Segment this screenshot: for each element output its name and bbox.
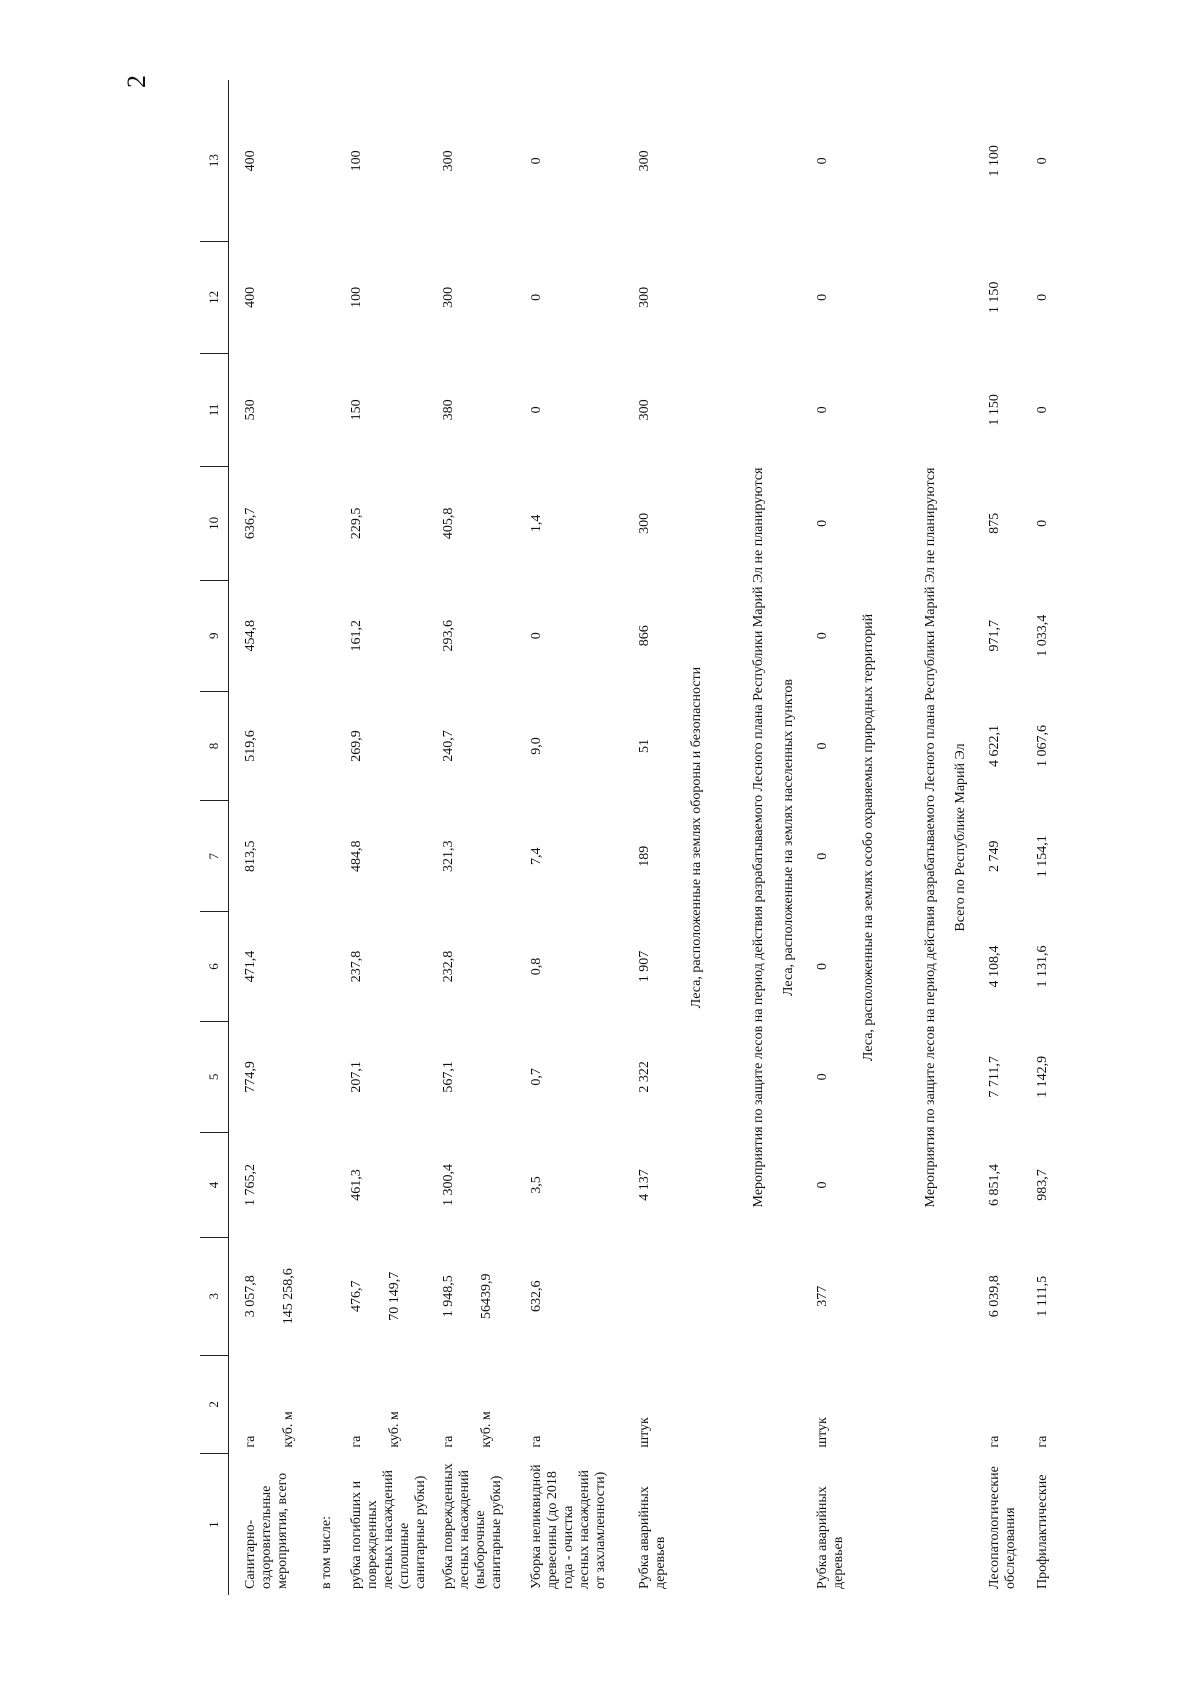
cell-value: 7 711,7 bbox=[986, 1056, 1002, 1098]
col-header: 4 bbox=[200, 1132, 229, 1237]
cell-value: 1 907 bbox=[636, 950, 652, 983]
cell-value bbox=[631, 1237, 685, 1355]
cell-value: 7,4 bbox=[528, 847, 544, 866]
cell-value: 0 bbox=[1034, 293, 1050, 301]
cell-value: 300 bbox=[440, 286, 456, 308]
cell-value: 1 067,6 bbox=[1034, 725, 1050, 767]
cell-value: 0 bbox=[814, 1181, 830, 1189]
cell-value: 51 bbox=[636, 739, 652, 753]
cell-value: 400 bbox=[243, 150, 258, 172]
cell-value: 813,5 bbox=[243, 840, 258, 873]
cell-value: 2 322 bbox=[636, 1061, 652, 1093]
cell-value: 1 033,4 bbox=[1034, 614, 1050, 657]
measure-name: Лесопатологические обследования bbox=[986, 1466, 1018, 1589]
cell-value: 293,6 bbox=[440, 619, 456, 652]
col-header: 6 bbox=[200, 912, 229, 1021]
cell-value: 971,7 bbox=[986, 619, 1002, 652]
cell-value: 4 137 bbox=[636, 1169, 652, 1201]
section-row bbox=[747, 80, 771, 1595]
measure-name: Рубка аварийных деревьев bbox=[814, 1486, 846, 1589]
col-header: 10 bbox=[200, 467, 229, 580]
cell-value: 6 039,8 bbox=[986, 1275, 1002, 1318]
cell-value: 0 bbox=[528, 157, 544, 165]
cell-value: 70 149,7 bbox=[386, 1271, 402, 1321]
cell-value: 0 bbox=[1034, 519, 1050, 527]
cell-value: 1 765,2 bbox=[243, 1163, 258, 1206]
column-number-header bbox=[200, 80, 229, 1595]
cell-value: 4 622,1 bbox=[986, 725, 1002, 767]
table-row bbox=[801, 80, 857, 1595]
cell-value: 1 150 bbox=[986, 394, 1002, 426]
unit: штук bbox=[636, 1417, 652, 1448]
cell-value: 0 bbox=[814, 742, 830, 750]
col-header: 8 bbox=[200, 691, 229, 800]
cell-value: 240,7 bbox=[440, 730, 456, 762]
col-header: 12 bbox=[200, 242, 229, 353]
cell-value: 9,0 bbox=[528, 737, 544, 755]
cell-value: 0 bbox=[814, 632, 830, 640]
section-note: Мероприятия по защите лесов на период действия разрабатываемого Лесного плана Республики Марий Эл не планируются bbox=[750, 467, 766, 1208]
section-heading: Всего по Республике Марий Эл bbox=[952, 743, 968, 932]
cell-value: 232,8 bbox=[440, 950, 456, 983]
col-header: 13 bbox=[200, 80, 229, 242]
unit: га bbox=[1034, 1435, 1050, 1448]
cell-value: 0,7 bbox=[528, 1068, 544, 1086]
unit: га bbox=[528, 1435, 544, 1448]
cell-value: 632,6 bbox=[528, 1280, 544, 1313]
cell-value: 0 bbox=[528, 406, 544, 414]
unit: га bbox=[243, 1435, 258, 1448]
section-heading: Леса, расположенные на землях особо охраняемых природных территорий bbox=[860, 613, 876, 1062]
cell-value: 161,2 bbox=[348, 619, 364, 652]
cell-value: 3 057,8 bbox=[243, 1275, 258, 1318]
table-row bbox=[229, 80, 319, 1595]
cell-value: 454,8 bbox=[243, 619, 258, 652]
cell-value: 983,7 bbox=[1034, 1169, 1050, 1201]
cell-value: 461,3 bbox=[348, 1169, 364, 1201]
cell-value: 471,4 bbox=[243, 950, 258, 983]
cell-value: 56439,9 bbox=[478, 1273, 494, 1320]
cell-value: 0 bbox=[814, 293, 830, 301]
measure-name: рубка поврежденных лесных насаждений (выборочные санитарные рубки) bbox=[440, 1463, 504, 1589]
cell-value: 0 bbox=[1034, 406, 1050, 414]
cell-value: 6 851,4 bbox=[986, 1163, 1002, 1206]
section-row bbox=[943, 80, 973, 1595]
cell-value: 0 bbox=[814, 157, 830, 165]
col-header: 1 bbox=[200, 1454, 229, 1595]
cell-value: 530 bbox=[243, 399, 258, 421]
cell-value: 0,8 bbox=[528, 957, 544, 976]
cell-value: 636,7 bbox=[243, 507, 258, 540]
cell-value: 405,8 bbox=[440, 507, 456, 540]
unit: га bbox=[986, 1435, 1002, 1448]
measure-name: Уборка неликвидной древесины (до 2018 года - очистка лесных насаждений от захламленности) bbox=[528, 1464, 608, 1589]
col-header: 2 bbox=[200, 1355, 229, 1454]
cell-value: 237,8 bbox=[348, 950, 364, 983]
cell-value: 321,3 bbox=[440, 840, 456, 873]
cell-value: 1 111,5 bbox=[1034, 1275, 1050, 1317]
section-note: Мероприятия по защите лесов на период действия разрабатываемого Лесного плана Республики Марий Эл не планируются bbox=[922, 467, 938, 1208]
cell-value: 1 131,6 bbox=[1034, 945, 1050, 988]
cell-value: 380 bbox=[440, 399, 456, 421]
col-header: 11 bbox=[200, 353, 229, 466]
unit: штук bbox=[814, 1417, 830, 1448]
table-row bbox=[1029, 80, 1069, 1595]
unit: га bbox=[440, 1435, 456, 1448]
cell-value: 519,6 bbox=[243, 730, 258, 762]
table-row bbox=[523, 80, 631, 1595]
section-row bbox=[919, 80, 943, 1595]
measure-name: Санитарно-оздоровительные мероприятия, всего bbox=[243, 1472, 290, 1589]
cell-value: 1 150 bbox=[986, 281, 1002, 314]
cell-value: 484,8 bbox=[348, 840, 364, 873]
cell-value: 2 749 bbox=[986, 840, 1002, 873]
cell-value: 0 bbox=[528, 632, 544, 640]
cell-value: 0 bbox=[814, 963, 830, 971]
col-header: 9 bbox=[200, 580, 229, 691]
table-row bbox=[343, 80, 435, 1595]
cell-value: 100 bbox=[348, 286, 364, 308]
forest-protection-table bbox=[200, 80, 1069, 1595]
cell-value: 300 bbox=[636, 512, 652, 534]
cell-value: 269,9 bbox=[348, 730, 364, 762]
unit: куб. м bbox=[478, 1411, 494, 1448]
unit: куб. м bbox=[386, 1411, 402, 1448]
table-row bbox=[973, 80, 1029, 1595]
measure-name: Профилактические bbox=[1034, 1474, 1050, 1589]
cell-value: 1 154,1 bbox=[1034, 835, 1050, 878]
cell-value: 1 100 bbox=[986, 145, 1002, 177]
cell-value: 300 bbox=[440, 150, 456, 172]
col-header: 7 bbox=[200, 801, 229, 912]
cell-value: 300 bbox=[636, 399, 652, 421]
cell-value: 476,7 bbox=[348, 1280, 364, 1313]
cell-value: 400 bbox=[243, 286, 258, 308]
cell-value: 0 bbox=[814, 1073, 830, 1081]
cell-value: 1,4 bbox=[528, 514, 544, 533]
cell-value: 145 258,6 bbox=[281, 1268, 296, 1325]
cell-value: 1 142,9 bbox=[1034, 1055, 1050, 1098]
measure-name: Рубка аварийных деревьев bbox=[636, 1486, 668, 1589]
table-row bbox=[631, 80, 685, 1595]
cell-value: 150 bbox=[348, 399, 364, 421]
page-number: 2 bbox=[122, 75, 151, 88]
cell-value: 4 108,4 bbox=[986, 945, 1002, 988]
subheading: в том числе: bbox=[318, 1516, 334, 1589]
cell-value: 300 bbox=[636, 150, 652, 172]
cell-value: 300 bbox=[636, 286, 652, 308]
rotated-table-container bbox=[200, 80, 1050, 1595]
measure-name: рубка погибших и поврежденных лесных насаждений (сплошные санитарные рубки) bbox=[348, 1470, 428, 1589]
cell-value: 1 300,4 bbox=[440, 1163, 456, 1206]
section-row bbox=[771, 80, 801, 1595]
cell-value: 567,1 bbox=[440, 1061, 456, 1093]
col-header: 5 bbox=[200, 1021, 229, 1132]
cell-value: 875 bbox=[986, 512, 1002, 534]
cell-value: 1 948,5 bbox=[440, 1275, 456, 1318]
section-row bbox=[857, 80, 881, 1595]
cell-value: 0 bbox=[1034, 157, 1050, 165]
section-heading: Леса, расположенные на землях обороны и безопасности bbox=[688, 666, 704, 1009]
table-row bbox=[319, 80, 343, 1595]
unit: га bbox=[348, 1435, 364, 1448]
cell-value: 774,9 bbox=[243, 1061, 258, 1093]
cell-value: 0 bbox=[814, 519, 830, 527]
cell-value: 866 bbox=[636, 625, 652, 647]
section-heading: Леса, расположенные на землях населенных пунктов bbox=[780, 678, 796, 997]
cell-value: 189 bbox=[636, 845, 652, 867]
cell-value: 100 bbox=[348, 150, 364, 172]
unit: куб. м bbox=[281, 1411, 296, 1448]
cell-value: 0 bbox=[814, 406, 830, 414]
table-row bbox=[435, 80, 523, 1595]
cell-value: 377 bbox=[814, 1285, 830, 1307]
col-header: 3 bbox=[200, 1237, 229, 1355]
cell-value: 0 bbox=[814, 852, 830, 860]
cell-value: 229,5 bbox=[348, 507, 364, 540]
section-row bbox=[685, 80, 709, 1595]
cell-value: 3,5 bbox=[528, 1176, 544, 1194]
cell-value: 207,1 bbox=[348, 1061, 364, 1093]
cell-value: 0 bbox=[528, 293, 544, 301]
